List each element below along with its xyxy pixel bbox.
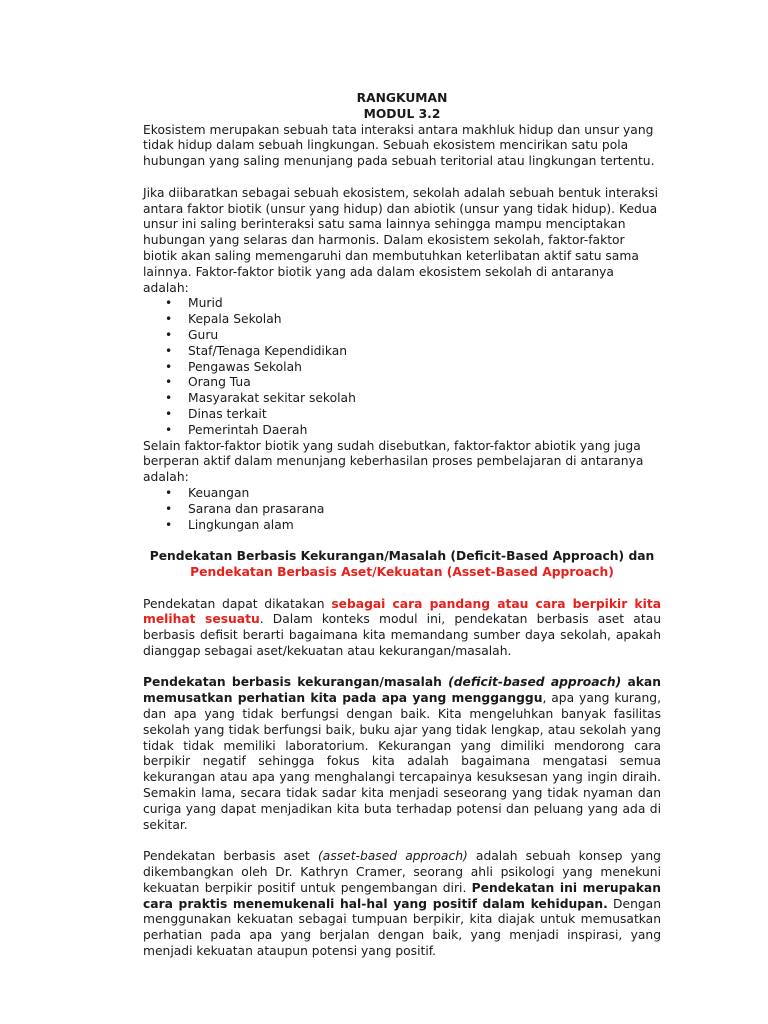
highlight-text: sebagai cara pandang atau cara berpikir kita melihat sesuatu [143, 596, 661, 627]
italic-text: (asset-based approach) [317, 849, 468, 864]
biotic-list [143, 296, 661, 438]
list-item: • Kepala Sekolah [143, 312, 661, 328]
section-heading [143, 549, 661, 581]
bold-text: akan memusatkan perhatian kita pada apa yang mengganggu [143, 675, 661, 706]
list-item: • Murid [143, 296, 661, 312]
text-run: . Dalam konteks modul ini, pendekatan berbasis aset atau berbasis defisit berarti bagaimana kita memandang sumber daya sekolah, apakah dianggap sebagai aset/kekuatan atau kekurangan/masalah. [143, 612, 661, 658]
text-run: Pendekatan berbasis aset [143, 849, 318, 864]
document-subtitle: MODUL 3.2 [363, 106, 441, 121]
asset-approach-paragraph [143, 849, 661, 960]
document-title: RANGKUMAN [356, 91, 448, 105]
intro-paragraph: Ekosistem merupakan sebuah tata interaksi antara makhluk hidup dan unsur yang tidak hidup dalam sebuah lingkungan. Sebuah ekosistem mencirikan satu pola hubungan yang saling menunjang pada sebuah teritorial atau lingkungan tertentu. [143, 122, 655, 169]
text-run: Pendekatan dapat dikatakan [143, 596, 332, 611]
document-content [143, 91, 661, 960]
text-run: , apa yang kurang, dan apa yang tidak berfungsi dengan baik. Kita mengeluhkan banyak fasilitas sekolah yang tidak berfungsi baik, buku ajar yang tidak lengkap, atau sekolah yang tidak tidak memiliki laboratorium. Kekurangan yang dimiliki mendorong cara berpikir negatif sehingga fokus kita adalah bagaimana mengatasi semua kekurangan atau apa yang menghalangi tercapainya kesuksesan yang ingin diraih. Semakin lama, secara tidak sadar kita menjadi seseorang yang tidak nyaman dan curiga yang dapat menjadikan kita buta terhadap potensi dan peluang yang ada di sekitar. [143, 691, 661, 832]
bold-text: Pendekatan berbasis kekurangan/masalah [143, 675, 449, 690]
bold-italic-text: (deficit-based approach) [448, 675, 622, 690]
abiotic-paragraph: Selain faktor-faktor biotik yang sudah disebutkan, faktor-faktor abiotik yang juga berperan aktif dalam menunjang keberhasilan proses pembelajaran di antaranya adalah: [143, 438, 644, 485]
bold-text: Pendekatan ini merupakan cara praktis menemukenali hal-hal yang positif dalam kehidupan. [143, 880, 661, 911]
section-heading-part1: Pendekatan Berbasis Kekurangan/Masalah (Deficit-Based Approach) dan [149, 549, 655, 564]
list-item: • Staf/Tenaga Kependidikan [143, 344, 661, 360]
list-item: • Masyarakat sekitar sekolah [143, 391, 661, 407]
list-item: • Guru [143, 328, 661, 344]
list-item: • Lingkungan alam [143, 518, 661, 534]
list-item: • Pemerintah Daerah [143, 423, 661, 439]
section-heading-part2: Pendekatan Berbasis Aset/Kekuatan (Asset-Based Approach) [190, 564, 614, 579]
text-run: Dengan menggunakan kekuatan sebagai tumpuan berpikir, kita diajak untuk memusatkan perhatian pada apa yang berjalan dengan baik, yang menjadi inspirasi, yang menjadi kekuatan ataupun potensi yang positif. [143, 896, 662, 959]
list-item: • Sarana dan prasarana [143, 502, 661, 518]
list-item: • Orang Tua [143, 375, 661, 391]
list-item: • Dinas terkait [143, 407, 661, 423]
ecosystem-paragraph: Jika diibaratkan sebagai sebuah ekosistem, sekolah adalah sebuah bentuk interaksi antara faktor biotik (unsur yang hidup) dan abiotik (unsur yang tidak hidup). Kedua unsur ini saling berinteraksi satu sama lainnya sehingga mampu menciptakan hubungan yang selaras dan harmonis. Dalam ekosistem sekolah, faktor-faktor biotik akan saling memengaruhi dan membutuhkan keterlibatan aktif satu sama lainnya. Faktor-faktor biotik yang ada dalam ekosistem sekolah di antaranya adalah: [143, 185, 659, 295]
list-item: • Pengawas Sekolah [143, 360, 661, 376]
deficit-approach-paragraph [143, 675, 661, 833]
text-run: adalah sebuah konsep yang dikembangkan oleh Dr. Kathryn Cramer, seorang ahli psikologi yang menekuni kekuatan berpikir positif untuk pengembangan diri. [143, 849, 661, 895]
list-item: • Keuangan [143, 486, 661, 502]
approach-definition-paragraph [143, 597, 661, 660]
abiotic-list [143, 486, 661, 533]
